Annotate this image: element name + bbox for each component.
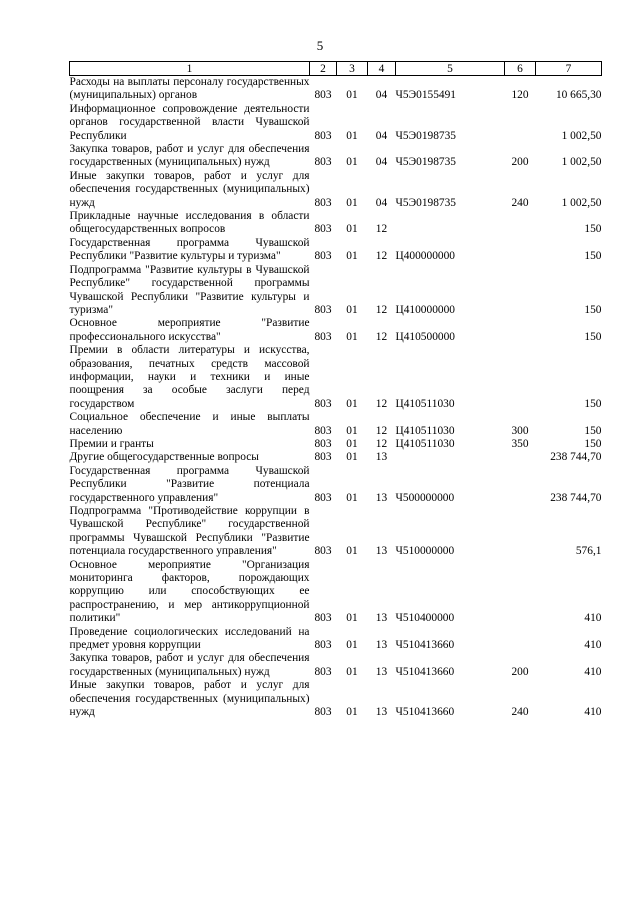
table-row (70, 505, 602, 559)
ministry-code: 803 (314, 223, 332, 236)
target-article-code: Ч500000000 (395, 491, 455, 504)
subsection-code: 13 (375, 451, 388, 464)
subsection-code: 13 (375, 706, 388, 719)
target-article-code: Ч5Э0198735 (395, 129, 456, 142)
section-code: 01 (346, 330, 358, 343)
item-name: Закупка товаров, работ и услуг для обеспечения государственных (муниципальных) нужд (69, 652, 310, 678)
target-article-code: Ч510000000 (395, 545, 455, 558)
ministry-code: 803 (314, 89, 332, 102)
section-code: 01 (346, 639, 358, 652)
amount: 1 002,50 (561, 156, 602, 169)
item-name: Основное мероприятие "Развитие профессионального искусства" (69, 317, 310, 343)
table-row (70, 317, 602, 344)
subsection-code: 12 (375, 397, 388, 410)
table-row (70, 438, 602, 451)
target-article-code: Ч5Э0155491 (395, 89, 456, 102)
ministry-code: 803 (314, 196, 332, 209)
target-article-code: Ч510413660 (395, 706, 455, 719)
item-name: Государственная программа Чувашской Республики "Развитие потенциала государственного управления" (69, 464, 310, 504)
amount: 150 (584, 250, 602, 263)
table-body (70, 76, 602, 720)
expense-type-code (505, 505, 536, 559)
ministry-code: 803 (314, 129, 332, 142)
column-header: 5 (396, 62, 505, 76)
column-header: 1 (70, 62, 310, 76)
table-row (70, 626, 602, 653)
item-name: Премии в области литературы и искусства, образования, печатных средств массовой информации, науки и техники и иные поощрения за особые заслуги перед государством (69, 344, 310, 410)
subsection-code: 12 (375, 437, 388, 450)
expense-type-code: 300 (511, 424, 529, 437)
expense-type-code (505, 344, 536, 411)
section-code: 01 (346, 665, 358, 678)
header-row (70, 62, 602, 76)
expense-type-code: 200 (511, 665, 529, 678)
expense-type-code (505, 264, 536, 318)
table-row (70, 210, 602, 237)
amount: 150 (584, 437, 602, 450)
ministry-code: 803 (314, 612, 332, 625)
ministry-code: 803 (314, 303, 332, 316)
ministry-code: 803 (314, 424, 332, 437)
item-name: Премии и гранты (69, 437, 154, 450)
ministry-code: 803 (314, 156, 332, 169)
table-row (70, 559, 602, 626)
column-header: 6 (505, 62, 536, 76)
table-row (70, 465, 602, 505)
item-name: Расходы на выплаты персоналу государственных (муниципальных) органов (69, 76, 310, 102)
amount: 150 (584, 424, 602, 437)
subsection-code: 04 (375, 89, 388, 102)
item-name: Закупка товаров, работ и услуг для обеспечения государственных (муниципальных) нужд (69, 143, 310, 169)
target-article-code: Ц410511030 (395, 397, 455, 410)
page-number: 5 (316, 38, 324, 53)
ministry-code: 803 (314, 665, 332, 678)
item-name: Основное мероприятие "Организация мониторинга факторов, порождающих коррупцию или способствующих ее распространению, и мер антикоррупционной политики" (69, 558, 310, 625)
target-article-code: Ч5Э0198735 (395, 196, 456, 209)
table-row (70, 103, 602, 143)
target-article-code: Ц410511030 (395, 437, 455, 450)
subsection-code: 12 (375, 303, 388, 316)
expense-type-code: 200 (511, 156, 529, 169)
amount: 150 (584, 223, 602, 236)
expense-type-code (505, 317, 536, 344)
expense-type-code: 120 (511, 89, 529, 102)
table-row (70, 652, 602, 679)
target-article-code: Ц400000000 (395, 250, 455, 263)
item-name: Прикладные научные исследования в области общегосударственных вопросов (69, 210, 310, 236)
table-row (70, 411, 602, 438)
expense-type-code: 350 (511, 437, 529, 450)
item-name: Иные закупки товаров, работ и услуг для обеспечения государственных (муниципальных) нужд (69, 169, 310, 209)
expense-type-code (505, 626, 536, 653)
section-code: 01 (346, 424, 358, 437)
ministry-code: 803 (314, 491, 332, 504)
expense-type-code (505, 559, 536, 626)
section-code: 01 (346, 451, 358, 464)
budget-table (69, 61, 602, 720)
section-code: 01 (346, 223, 358, 236)
table-row (70, 170, 602, 210)
expense-type-code (505, 465, 536, 505)
expense-type-code (505, 451, 536, 464)
subsection-code: 13 (375, 639, 388, 652)
ministry-code: 803 (314, 545, 332, 558)
amount: 238 744,70 (550, 451, 602, 464)
expense-type-code (505, 237, 536, 264)
target-article-code: Ч510413660 (395, 665, 455, 678)
column-header: 7 (536, 62, 602, 76)
table-row (70, 264, 602, 318)
amount: 410 (584, 706, 602, 719)
ministry-code: 803 (314, 639, 332, 652)
item-name: Проведение социологических исследований на предмет уровня коррупции (69, 625, 310, 652)
subsection-code: 13 (375, 665, 388, 678)
section-code: 01 (346, 303, 358, 316)
section-code: 01 (346, 129, 358, 142)
amount: 150 (584, 330, 602, 343)
section-code: 01 (346, 397, 358, 410)
subsection-code: 12 (375, 223, 388, 236)
amount: 410 (584, 612, 602, 625)
subsection-code: 12 (375, 250, 388, 263)
expense-type-code (505, 103, 536, 143)
column-header: 2 (310, 62, 337, 76)
subsection-code: 13 (375, 612, 388, 625)
target-article-code: Ч5Э0198735 (395, 156, 456, 169)
section-code: 01 (346, 706, 358, 719)
section-code: 01 (346, 545, 358, 558)
item-name: Социальное обеспечение и иные выплаты населению (69, 411, 310, 437)
amount: 150 (584, 303, 602, 316)
target-article-code: Ч510413660 (395, 639, 455, 652)
section-code: 01 (346, 491, 358, 504)
expense-type-code: 240 (511, 196, 529, 209)
ministry-code: 803 (314, 437, 332, 450)
item-name: Подпрограмма "Противодействие коррупции в Чувашской Республике" государственной программы Чувашской Республики "Развитие потенциала государственного управления" (69, 505, 310, 558)
subsection-code: 04 (375, 129, 388, 142)
table-row (70, 237, 602, 264)
target-article-code: Ц410500000 (395, 330, 455, 343)
item-name: Информационное сопровождение деятельности органов государственной власти Чувашской Республики (69, 102, 310, 142)
expense-type-code: 240 (511, 706, 529, 719)
table-row (70, 679, 602, 719)
target-article-code (396, 210, 505, 237)
item-name: Другие общегосударственные вопросы (69, 451, 259, 464)
table-row (70, 76, 602, 103)
item-name: Подпрограмма "Развитие культуры в Чувашской Республике" государственной программы Чувашской Республики "Развитие культуры и туризма" (69, 263, 310, 316)
section-code: 01 (346, 196, 358, 209)
subsection-code: 04 (375, 196, 388, 209)
subsection-code: 12 (375, 330, 388, 343)
ministry-code: 803 (314, 330, 332, 343)
ministry-code: 803 (314, 706, 332, 719)
subsection-code: 12 (375, 424, 388, 437)
section-code: 01 (346, 250, 358, 263)
target-article-code: Ч510400000 (395, 612, 455, 625)
amount: 1 002,50 (561, 129, 602, 142)
section-code: 01 (346, 156, 358, 169)
amount: 410 (584, 639, 602, 652)
column-header: 3 (337, 62, 368, 76)
section-code: 01 (346, 89, 358, 102)
section-code: 01 (346, 612, 358, 625)
item-name: Иные закупки товаров, работ и услуг для обеспечения государственных (муниципальных) нужд (69, 679, 310, 719)
amount: 576,1 (575, 545, 602, 558)
ministry-code: 803 (314, 397, 332, 410)
ministry-code: 803 (314, 451, 332, 464)
amount: 1 002,50 (561, 196, 602, 209)
table-row (70, 344, 602, 411)
subsection-code: 13 (375, 545, 388, 558)
subsection-code: 13 (375, 491, 388, 504)
target-article-code: Ц410511030 (395, 424, 455, 437)
column-header: 4 (368, 62, 396, 76)
section-code: 01 (346, 437, 358, 450)
target-article-code: Ц410000000 (395, 303, 455, 316)
amount: 238 744,70 (550, 491, 602, 504)
table-header (70, 62, 602, 76)
subsection-code: 04 (375, 156, 388, 169)
amount: 10 665,30 (555, 89, 602, 102)
table-row (70, 143, 602, 170)
target-article-code (396, 451, 505, 464)
amount: 410 (584, 665, 602, 678)
item-name: Государственная программа Чувашской Республики "Развитие культуры и туризма" (69, 236, 310, 263)
amount: 150 (584, 397, 602, 410)
ministry-code: 803 (314, 250, 332, 263)
table-row (70, 451, 602, 464)
expense-type-code (505, 210, 536, 237)
